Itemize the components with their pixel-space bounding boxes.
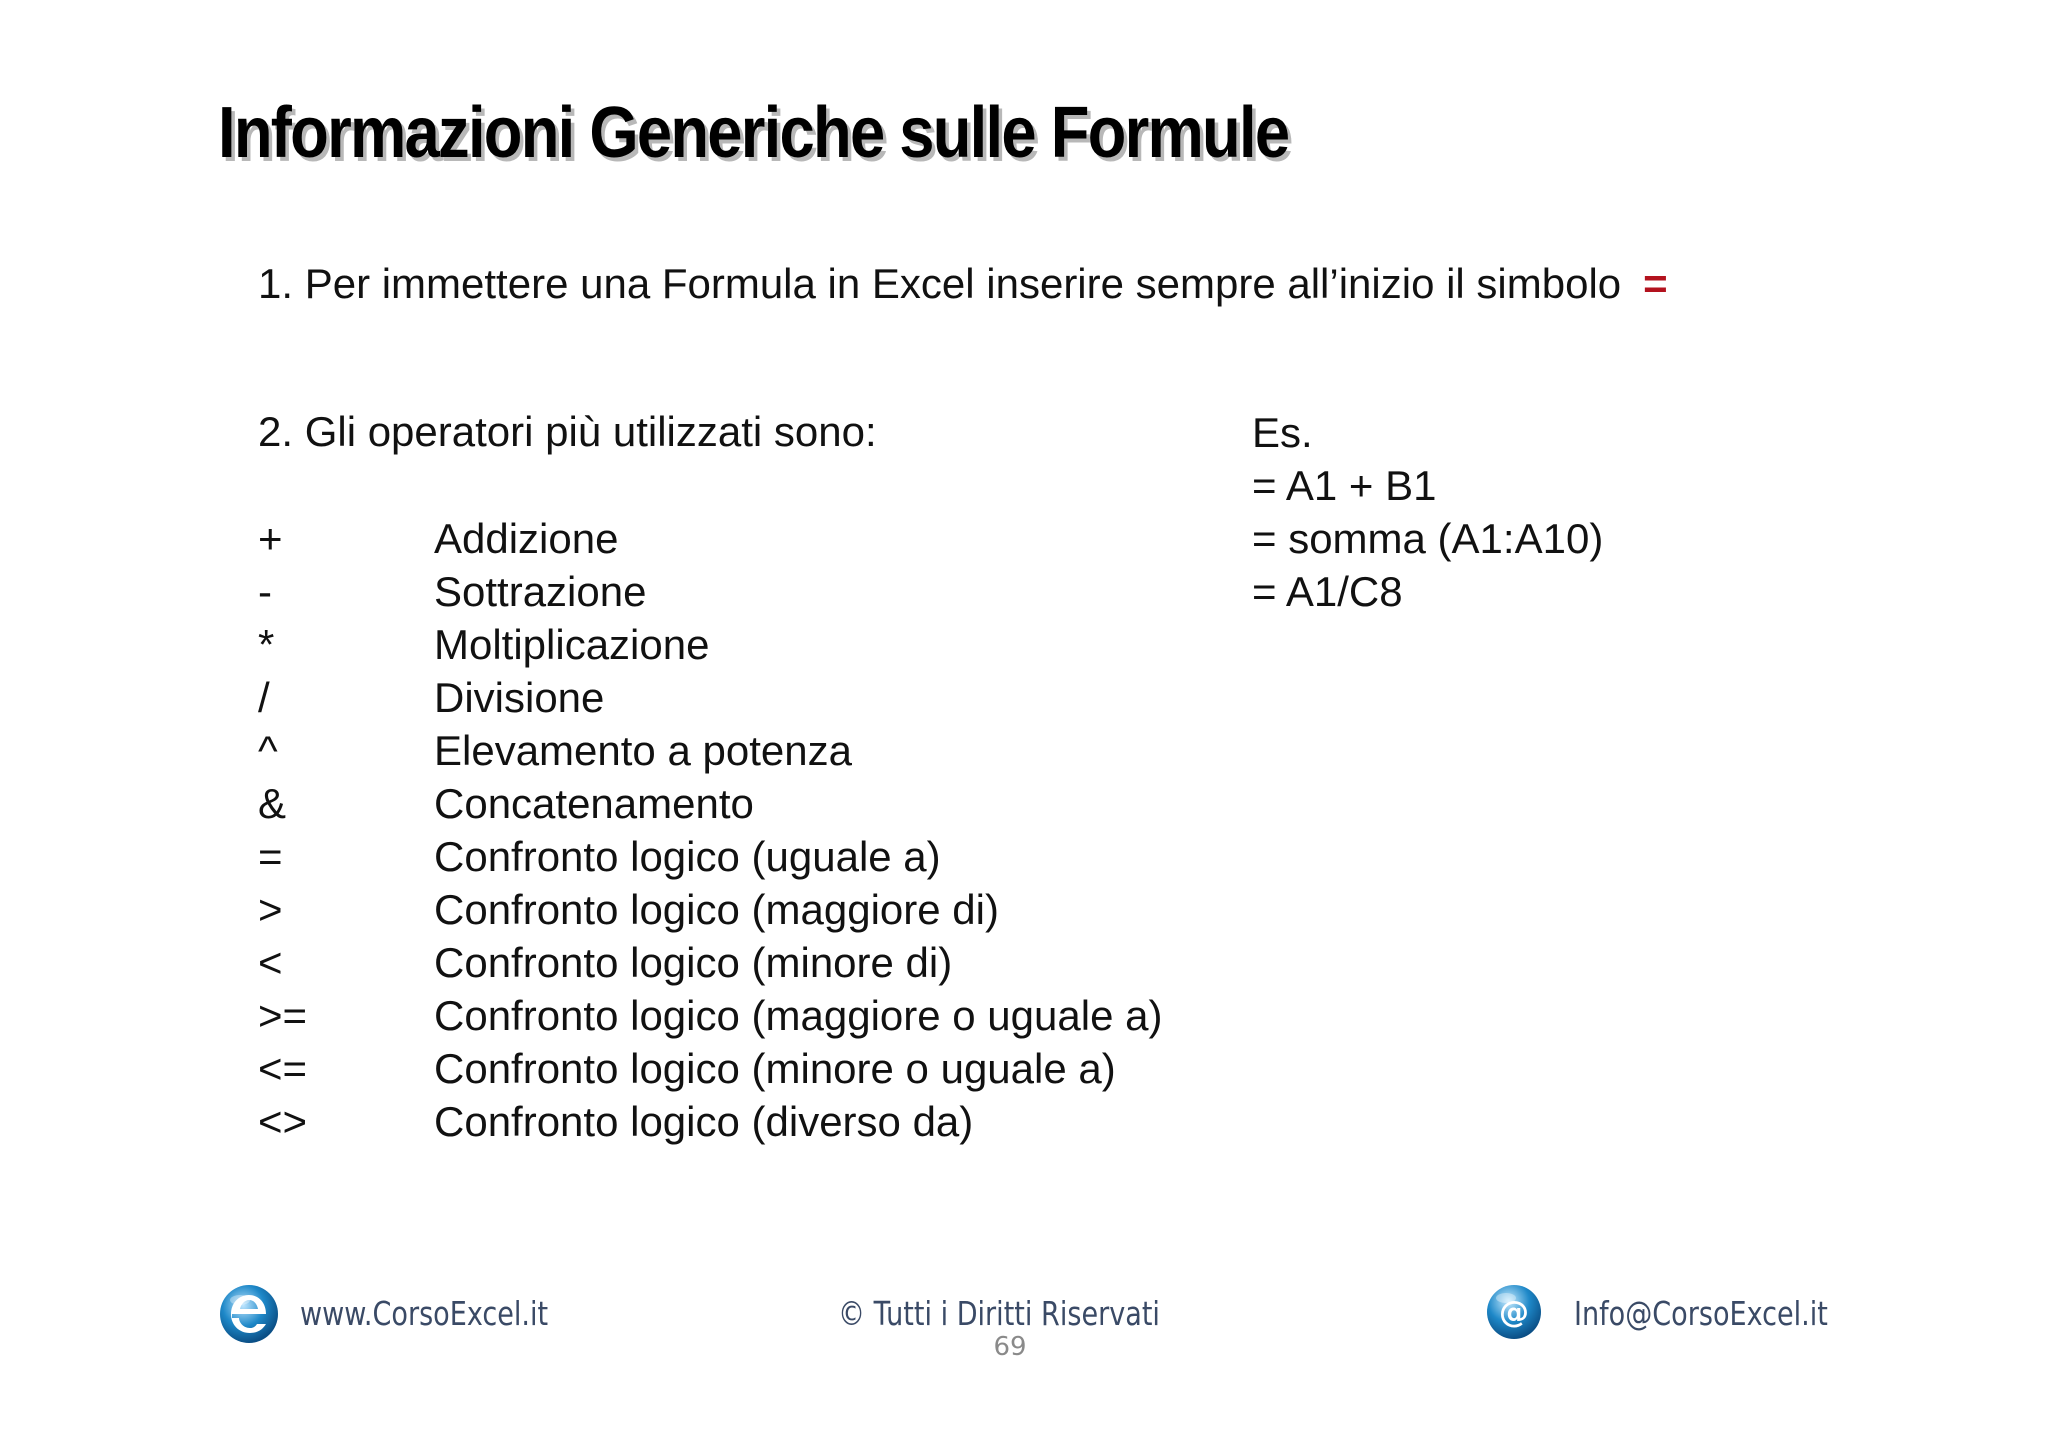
operator-symbol: >= [258, 992, 308, 1039]
operator-description: Concatenamento [434, 780, 754, 827]
operator-description: Confronto logico (minore o uguale a) [434, 1045, 1116, 1092]
operator-row [258, 989, 1162, 1042]
formula-instruction-text: 1. Per immettere una Formula in Excel inserire sempre all’inizio il simbolo [258, 260, 1622, 307]
operator-symbol: / [258, 674, 270, 721]
example-line: = A1 + B1 [1252, 462, 1437, 509]
examples-heading: Es. [1252, 409, 1313, 456]
operator-symbol: <> [258, 1098, 308, 1145]
operator-symbol: & [258, 780, 287, 827]
operator-row [258, 671, 1162, 724]
equals-symbol: = [1643, 260, 1668, 307]
operator-row [258, 777, 1162, 830]
operator-row [258, 883, 1162, 936]
operator-row [258, 830, 1162, 883]
slide-footer [0, 1280, 2048, 1400]
at-sign-icon [1484, 1282, 1544, 1342]
example-line: = somma (A1:A10) [1252, 515, 1604, 562]
operator-row [258, 512, 1162, 565]
operators-heading: 2. Gli operatori più utilizzati sono: [258, 408, 877, 455]
examples-block [1252, 406, 1603, 618]
operator-description: Confronto logico (minore di) [434, 939, 953, 986]
operator-symbol: > [258, 886, 283, 933]
operator-row [258, 565, 1162, 618]
operator-row [258, 1042, 1162, 1095]
operator-row [258, 724, 1162, 777]
operator-description: Confronto logico (diverso da) [434, 1098, 974, 1145]
slide-title: Informazioni Generiche sulle Formule [218, 93, 1289, 173]
operator-description: Elevamento a potenza [434, 727, 852, 774]
copyright-text: © Tutti i Diritti Riservati [838, 1294, 1160, 1333]
website-link[interactable]: www.CorsoExcel.it [300, 1294, 549, 1333]
operator-description: Divisione [434, 674, 605, 721]
operator-symbol: < [258, 939, 283, 986]
operator-description: Moltiplicazione [434, 621, 710, 668]
svg-text:@: @ [1499, 1295, 1529, 1330]
operator-row [258, 936, 1162, 989]
operator-symbol: <= [258, 1045, 308, 1092]
example-line: = A1/C8 [1252, 568, 1403, 615]
operators-list [258, 512, 1162, 1148]
operator-description: Confronto logico (maggiore di) [434, 886, 999, 933]
operator-description: Sottrazione [434, 568, 647, 615]
operator-symbol: * [258, 621, 275, 668]
e-logo-icon [216, 1280, 282, 1346]
operator-row [258, 618, 1162, 671]
operator-description: Confronto logico (maggiore o uguale a) [434, 992, 1163, 1039]
operator-description: Addizione [434, 515, 619, 562]
operator-row [258, 1095, 1162, 1148]
operator-description: Confronto logico (uguale a) [434, 833, 941, 880]
page-number: 69 [993, 1332, 1027, 1362]
operator-symbol: - [258, 568, 272, 615]
formula-instruction [258, 258, 1668, 310]
operator-symbol: = [258, 833, 283, 880]
operator-symbol: + [258, 515, 283, 562]
email-link[interactable]: Info@CorsoExcel.it [1574, 1294, 1828, 1333]
operator-symbol: ^ [258, 727, 278, 774]
